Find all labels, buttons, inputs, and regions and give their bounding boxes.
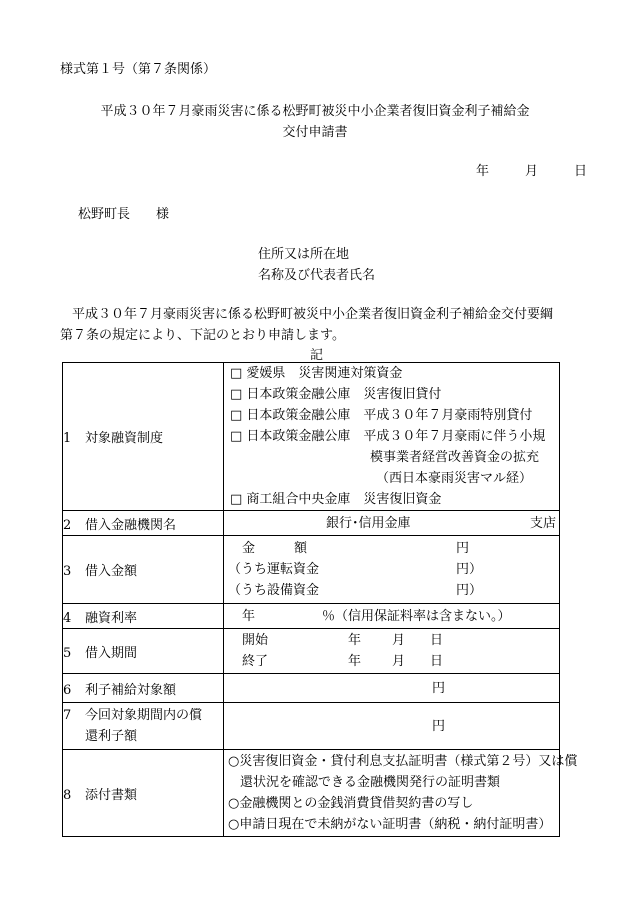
rate-year-label: 年 — [242, 608, 256, 624]
label-bank: 2 借入金融機関名 — [63, 511, 224, 536]
date-month: 月 — [525, 164, 539, 179]
end-day: 日 — [430, 654, 444, 669]
form-number: 様式第１号（第７条関係） — [60, 62, 217, 77]
label-loan-amount: 3 借入金額 — [63, 536, 224, 604]
equipment-funds-label: （うち設備資金 — [228, 583, 320, 598]
date-year: 年 — [476, 164, 490, 179]
row-loan-period — [63, 629, 560, 674]
equipment-funds-unit: 円） — [456, 583, 483, 598]
body-line-2: 第７条の規定により、下記のとおり申請します。 — [60, 328, 345, 343]
loan-period-field[interactable] — [224, 629, 560, 674]
interest-rate-field[interactable] — [224, 604, 560, 629]
attachment-certificate: ○災害復旧資金・貸付利息支払証明書（様式第２号）又は償 — [228, 754, 578, 769]
subsidy-unit: 円 — [432, 680, 446, 696]
option-jfc-disaster[interactable]: □ 日本政策金融公庫 災害復旧貸付 — [230, 387, 442, 402]
end-year: 年 — [348, 654, 362, 669]
rate-percent-label: ％（信用保証料率は含まない。） — [322, 608, 511, 624]
loan-amount-field[interactable] — [224, 536, 560, 604]
title-line-2: 交付申請書 — [282, 125, 348, 140]
period-end-label: 終了 — [242, 654, 269, 669]
repaid-interest-field[interactable] — [224, 703, 560, 750]
application-table — [62, 362, 578, 837]
subsidy-amount-field[interactable] — [224, 674, 560, 703]
row-financing-system — [63, 363, 560, 511]
option-ehime[interactable]: □ 愛媛県 災害関連対策資金 — [230, 366, 403, 381]
attachments-list — [224, 750, 578, 837]
option-jfc-small[interactable]: □ 日本政策金融公庫 平成３０年７月豪雨に伴う小規 — [230, 429, 546, 444]
attachment-tax-certificate: ○申請日現在で未納がない証明書（納税・納付証明書） — [228, 817, 552, 832]
repaid-interest-unit: 円 — [432, 718, 446, 734]
operating-funds-unit: 円） — [456, 562, 483, 577]
date-field — [476, 160, 587, 179]
addressee: 松野町長 様 — [78, 207, 170, 222]
row-repaid-interest — [63, 703, 560, 750]
label-interest-rate: 4 融資利率 — [63, 604, 224, 629]
ki-marker: 記 — [310, 348, 324, 363]
financing-options — [224, 363, 560, 511]
applicant-address-label: 住所又は所在地 — [258, 247, 350, 262]
end-month: 月 — [392, 654, 406, 669]
attachment-contract: ○金融機関との金銭消費貸借契約書の写し — [228, 796, 474, 811]
body-line-1: 平成３０年７月豪雨災害に係る松野町被災中小企業者復旧資金利子補給金交付要綱 — [72, 307, 554, 322]
row-subsidy-amount — [63, 674, 560, 703]
start-year: 年 — [348, 633, 362, 648]
option-shokochukin[interactable]: □ 商工組合中央金庫 災害復旧資金 — [230, 492, 442, 507]
row-interest-rate — [63, 604, 560, 629]
attachment-certificate-cont: 還状況を確認できる金融機関発行の証明書類 — [240, 775, 501, 790]
date-day: 日 — [574, 164, 588, 179]
row-attachments — [63, 750, 560, 837]
applicant-name-label: 名称及び代表者氏名 — [258, 268, 376, 283]
label-attachments: 8 添付書類 — [63, 750, 224, 837]
label-subsidy-amount: 6 利子補給対象額 — [63, 674, 224, 703]
start-day: 日 — [430, 633, 444, 648]
bank-type-label: 銀行･信用金庫 — [326, 515, 411, 531]
amount-unit: 円 — [456, 541, 470, 556]
title-line-1: 平成３０年７月豪雨災害に係る松野町被災中小企業者復旧資金利子補給金 — [100, 104, 530, 119]
operating-funds-label: （うち運転資金 — [228, 562, 320, 577]
option-jfc-small-note: （西日本豪雨災害マル経） — [376, 471, 533, 486]
option-jfc-small-cont: 模事業者経営改善資金の拡充 — [370, 450, 540, 465]
label-financing-system: 1 対象融資制度 — [63, 363, 224, 511]
label-loan-period: 5 借入期間 — [63, 629, 224, 674]
row-bank — [63, 511, 560, 536]
label-repaid-interest: 7 今回対象期間内の償 還利子額 — [63, 703, 224, 750]
amount-label: 金 額 — [242, 541, 308, 556]
option-jfc-special[interactable]: □ 日本政策金融公庫 平成３０年７月豪雨特別貸付 — [230, 408, 533, 423]
branch-label: 支店 — [530, 515, 557, 531]
row-loan-amount — [63, 536, 560, 604]
period-start-label: 開始 — [242, 633, 269, 648]
start-month: 月 — [392, 633, 406, 648]
bank-field[interactable] — [224, 511, 560, 536]
